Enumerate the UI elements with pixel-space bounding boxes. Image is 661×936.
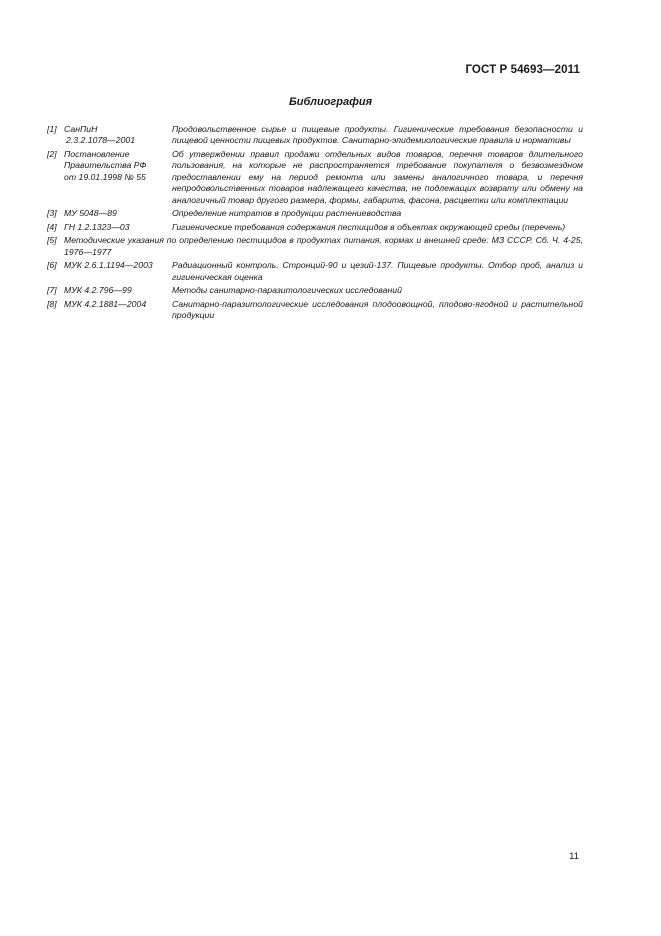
bibliography-entry-8 xyxy=(47,299,583,322)
entry-source-line: Правительства РФ xyxy=(64,160,147,171)
entry-number: [1] xyxy=(47,124,57,134)
entry-number: [7] xyxy=(47,285,57,296)
entry-source-line: МУК 2.6.1.1194—2003 xyxy=(64,260,153,271)
bibliography-entry-1 xyxy=(47,124,583,147)
entry-number: [4] xyxy=(47,221,57,232)
entry-description: Определение нитратов в продукции растениеводства xyxy=(172,208,402,219)
entry-source-line: МУ 5048—89 xyxy=(64,208,117,219)
entry-description: Гигиенические требования содержания пестицидов в объектах окружающей среды (перечень) xyxy=(172,221,566,232)
bibliography-entry-7 xyxy=(47,285,583,296)
entry-source-line: МУК 4.2.796—99 xyxy=(64,285,132,296)
entry-source xyxy=(64,222,172,233)
bibliography-entry-4 xyxy=(47,222,583,233)
entry-source xyxy=(64,124,172,147)
entry-source-line: СанПиН xyxy=(64,124,98,134)
page-number: 11 xyxy=(569,851,579,862)
entry-source-line: 2.3.2.1078—2001 xyxy=(66,135,136,146)
bibliography-title: Библиография xyxy=(288,96,373,108)
entry-source-line: Постановление xyxy=(64,149,130,159)
entry-description: Об утверждении правил продажи отдельных видов товаров, перечня товаров длительного пользования, на которые не распространяется требование покупателя о безвозмездном предоставлении ему на период ремонта или замены аналогичного товара, и перечня непродовольственных товаров надлежащего качества, не подлежащих возврату или обмену на аналогичный товар другого размера, формы, габарита, фасона, расцветки или комплектации xyxy=(172,149,583,205)
entry-number: [2] xyxy=(47,149,57,159)
entry-number: [8] xyxy=(47,299,57,309)
entry-description: Методические указания по определению пестицидов в продуктах питания, кормах и внешней среде: МЗ СССР. Сб. Ч. 4-25, 1976—1977 xyxy=(64,235,583,257)
bibliography-entry-5 xyxy=(47,235,583,258)
entry-number: [3] xyxy=(47,208,57,219)
entry-source xyxy=(64,285,172,296)
entry-description: Методы санитарно-паразитологических исследований xyxy=(172,285,402,296)
entry-description: Санитарно-паразитологические исследования плодоовощной, плодово-ягодной и растительной продукции xyxy=(172,299,583,321)
entry-number: [5] xyxy=(47,235,57,246)
entry-source xyxy=(64,208,172,219)
entry-source xyxy=(64,260,172,283)
entry-source-line: от 19.01.1998 № 55 xyxy=(64,171,146,182)
entry-source xyxy=(64,299,172,322)
bibliography-list xyxy=(47,124,583,324)
entry-number: [6] xyxy=(47,260,57,271)
entry-source-line: МУК 4.2.1881—2004 xyxy=(64,299,147,309)
entry-description: Продовольственное сырье и пищевые продукты. Гигиенические требования безопасности и пищевой ценности пищевых продуктов. Санитарно-эпидемиологические правила и нормативы xyxy=(172,124,583,146)
bibliography-entry-6 xyxy=(47,260,583,283)
entry-description: Радиационный контроль. Стронций-90 и цезий-137. Пищевые продукты. Отбор проб, анализ и гигиеническая оценка xyxy=(172,260,583,282)
bibliography-entry-2 xyxy=(47,149,583,206)
entry-source-line: ГН 1.2.1323—03 xyxy=(64,221,130,232)
entry-source xyxy=(64,149,172,206)
document-id-header: ГОСТ Р 54693—2011 xyxy=(465,64,580,76)
bibliography-entry-3 xyxy=(47,208,583,219)
